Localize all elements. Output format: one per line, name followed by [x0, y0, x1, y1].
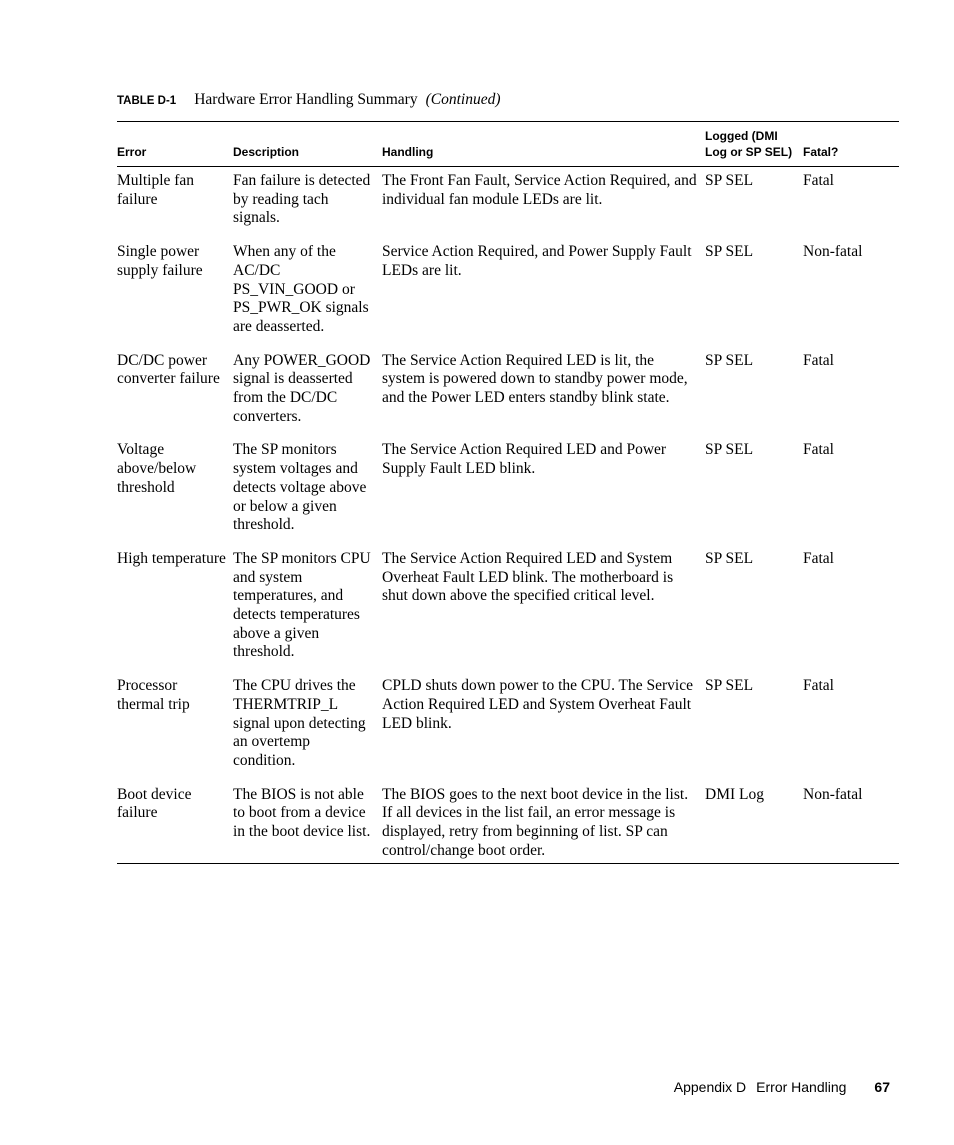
cell-error: Processor thermal trip: [117, 677, 190, 713]
cell-description: The CPU drives the THERMTRIP_L signal upon detecting an overtemp condition.: [233, 677, 366, 769]
footer-section: Appendix D: [673, 1079, 747, 1095]
header-description: Description: [233, 122, 382, 167]
table-row: [117, 167, 899, 239]
cell-description: Fan failure is detected by reading tach signals.: [233, 172, 371, 227]
cell-fatal: Fatal: [803, 549, 834, 567]
cell-handling: The Service Action Required LED and Power Supply Fault LED blink.: [382, 441, 667, 478]
cell-handling: The Front Fan Fault, Service Action Required, and individual fan module LEDs are lit.: [382, 172, 697, 208]
cell-fatal: Non-fatal: [803, 781, 899, 863]
page-footer: [674, 1079, 890, 1095]
cell-logged: SP SEL: [705, 549, 754, 567]
table-caption: [117, 91, 501, 109]
error-handling-table: [117, 121, 899, 864]
table-row: [117, 781, 899, 863]
table-row: [117, 545, 899, 672]
page-number: 67: [874, 1079, 890, 1095]
cell-handling: The Service Action Required LED is lit, the system is powered down to standby power mode, and the Power LED enters standby blink state.: [382, 351, 688, 407]
cell-description: Any POWER_GOOD signal is deasserted from the DC/DC converters.: [233, 351, 371, 425]
cell-error: DC/DC power converter failure: [117, 351, 220, 388]
header-handling: Handling: [382, 122, 705, 167]
table-label: TABLE D-1: [117, 95, 177, 107]
cell-description: When any of the AC/DC PS_VIN_GOOD or PS_PWR_OK signals are deasserted.: [233, 243, 369, 335]
header-fatal: Fatal?: [803, 122, 899, 167]
cell-logged: SP SEL: [705, 351, 754, 369]
cell-fatal: Fatal: [803, 677, 834, 695]
cell-error: Voltage above/below threshold: [117, 441, 197, 496]
cell-logged: SP SEL: [705, 441, 754, 459]
cell-error: Multiple fan failure: [117, 172, 195, 208]
table-row: [117, 672, 899, 781]
header-error: Error: [117, 122, 233, 167]
cell-fatal: Non-fatal: [803, 243, 863, 261]
cell-logged: DMI Log: [705, 781, 803, 863]
cell-handling: Service Action Required, and Power Supply Fault LEDs are lit.: [382, 243, 692, 279]
cell-handling: The BIOS goes to the next boot device in the list. If all devices in the list fail, an error message is displayed, retry from beginning of list. SP can control/change boot order.: [382, 781, 705, 863]
table-header-row: [117, 122, 899, 167]
table-continued: (Continued): [425, 91, 501, 108]
cell-logged: SP SEL: [705, 172, 754, 189]
cell-error: Single power supply failure: [117, 243, 203, 279]
header-logged: Logged (DMI Log or SP SEL): [705, 122, 803, 167]
table-title: Hardware Error Handling Summary: [194, 91, 418, 108]
cell-description: The BIOS is not able to boot from a device in the boot device list.: [233, 781, 382, 863]
cell-error: High temperature: [117, 549, 226, 567]
cell-error: Boot device failure: [117, 781, 233, 863]
cell-logged: SP SEL: [705, 243, 754, 261]
table-row: [117, 436, 899, 545]
cell-handling: CPLD shuts down power to the CPU. The Service Action Required LED and System Overheat Fault LED blink.: [382, 677, 693, 732]
table-row: [117, 347, 899, 437]
cell-logged: SP SEL: [705, 677, 754, 695]
cell-fatal: Fatal: [803, 441, 834, 459]
cell-fatal: Fatal: [803, 351, 834, 369]
cell-fatal: Fatal: [803, 172, 834, 189]
cell-description: The SP monitors system voltages and detects voltage above or below a given threshold.: [233, 441, 367, 534]
footer-chapter: Error Handling: [756, 1079, 847, 1095]
cell-handling: The Service Action Required LED and System Overheat Fault LED blink. The motherboard is shut down above the specified critical level.: [382, 549, 674, 605]
table-row: [117, 238, 899, 347]
cell-description: The SP monitors CPU and system temperatures, and detects temperatures above a given threshold.: [233, 549, 371, 661]
